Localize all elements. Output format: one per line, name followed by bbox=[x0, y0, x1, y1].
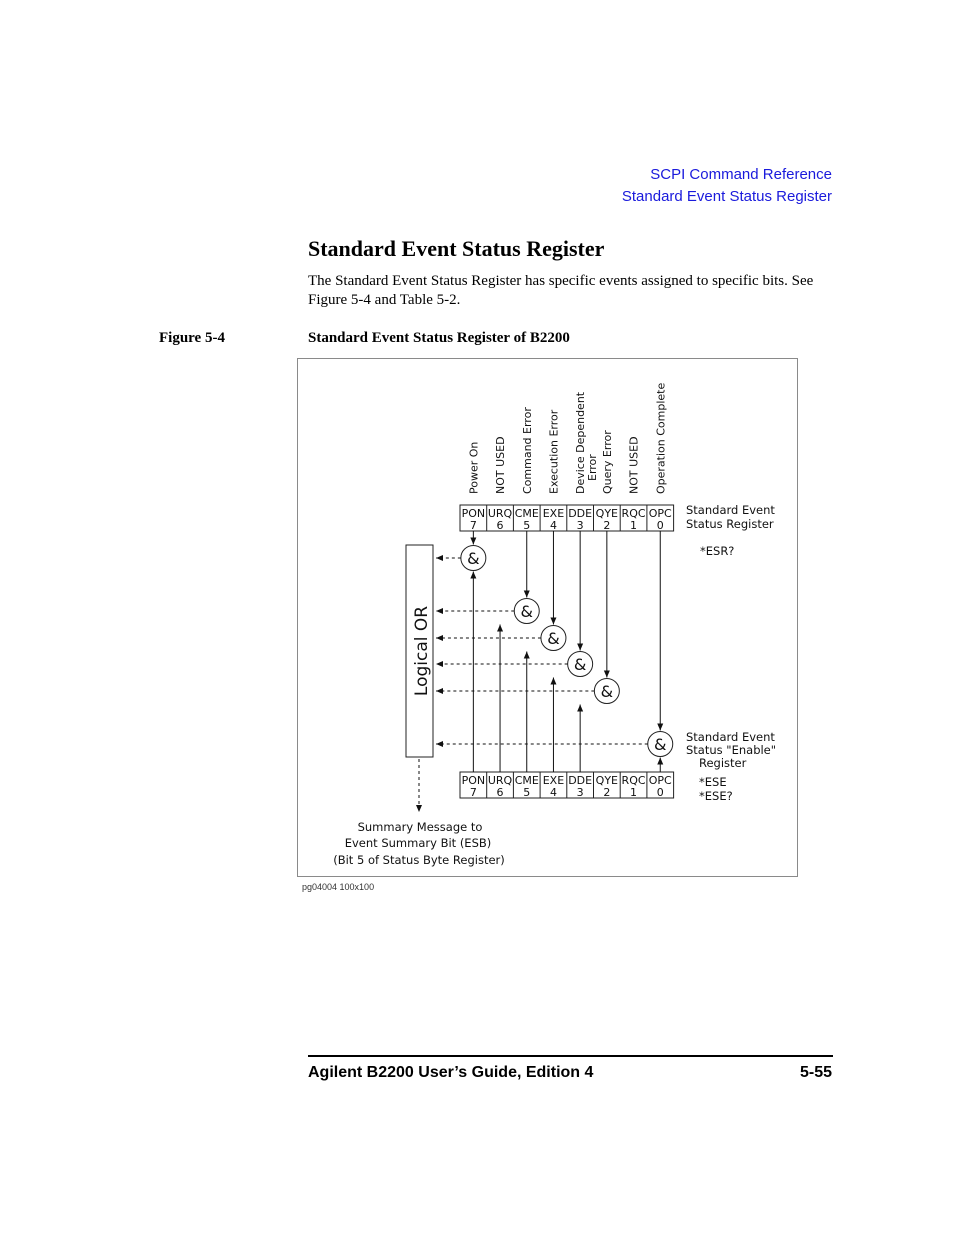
event-bit-number: 0 bbox=[656, 519, 664, 532]
enable-bit-name: EXE bbox=[542, 774, 565, 787]
enable-bit-number: 7 bbox=[469, 786, 477, 799]
enable-bit-name: RQC bbox=[621, 774, 646, 787]
enable-bit-name: OPC bbox=[648, 774, 672, 787]
enable-bit-number: 2 bbox=[603, 786, 611, 799]
event-bit-name: RQC bbox=[621, 507, 646, 520]
and-symbol: & bbox=[573, 655, 587, 674]
footer-guide-title: Agilent B2200 User’s Guide, Edition 4 bbox=[308, 1064, 594, 1081]
bit-description: Command Error bbox=[520, 407, 534, 494]
enable-register-label: Standard Event bbox=[686, 730, 775, 744]
event-bit-name: DDE bbox=[568, 507, 593, 520]
enable-bit-number: 3 bbox=[576, 786, 584, 799]
enable-command-label: *ESE bbox=[699, 775, 727, 789]
event-bit-name: CME bbox=[514, 507, 539, 520]
event-bit-name: URQ bbox=[487, 507, 513, 520]
enable-bit-name: CME bbox=[514, 774, 539, 787]
bit-description: Query Error bbox=[600, 430, 614, 494]
event-bit-number: 6 bbox=[496, 519, 504, 532]
bit-description: NOT USED bbox=[494, 436, 508, 494]
bit-description: Operation Complete bbox=[654, 382, 668, 494]
event-bit-number: 5 bbox=[523, 519, 531, 532]
and-symbol: & bbox=[520, 602, 533, 621]
logical-or-label: Logical OR bbox=[412, 605, 432, 697]
event-bit-name: EXE bbox=[542, 507, 565, 520]
event-bit-number: 1 bbox=[630, 519, 638, 532]
event-bit-number: 7 bbox=[469, 519, 477, 532]
event-bit-name: PON bbox=[461, 507, 486, 520]
figure-title: Standard Event Status Register of B2200 bbox=[308, 330, 570, 346]
enable-bit-number: 6 bbox=[496, 786, 504, 799]
figure-id-label: pg04004 100x100 bbox=[302, 882, 375, 892]
footer-rule bbox=[308, 1055, 833, 1057]
footer-page-number: 5-55 bbox=[799, 1064, 832, 1081]
event-register-label: Status Register bbox=[686, 517, 774, 531]
enable-bit-number: 1 bbox=[630, 786, 638, 799]
enable-register-label: Register bbox=[699, 756, 747, 770]
event-register-label: Standard Event bbox=[686, 503, 775, 517]
enable-bit-name: DDE bbox=[568, 774, 593, 787]
running-header-section: SCPI Command Reference bbox=[650, 166, 832, 183]
summary-message: (Bit 5 of Status Byte Register) bbox=[333, 853, 505, 867]
enable-register-label: Status "Enable" bbox=[686, 743, 777, 757]
event-query-label: *ESR? bbox=[700, 544, 735, 558]
event-bit-number: 2 bbox=[603, 519, 611, 532]
and-symbol: & bbox=[467, 549, 480, 568]
and-symbol: & bbox=[654, 735, 667, 754]
summary-message: Summary Message to bbox=[357, 820, 483, 834]
enable-command-label: *ESE? bbox=[699, 789, 733, 803]
page-title: Standard Event Status Register bbox=[308, 236, 605, 261]
bit-description: Power On bbox=[467, 441, 481, 494]
enable-bit-name: PON bbox=[461, 774, 486, 787]
enable-bit-number: 5 bbox=[523, 786, 531, 799]
bit-description: Execution Error bbox=[547, 409, 561, 494]
and-symbol: & bbox=[600, 682, 614, 701]
intro-paragraph: The Standard Event Status Register has specific events assigned to specific bits. See Figure 5-4 and Table 5-2. bbox=[308, 273, 814, 308]
event-bit-number: 4 bbox=[549, 519, 557, 532]
enable-bit-number: 0 bbox=[656, 786, 664, 799]
enable-bit-number: 4 bbox=[549, 786, 557, 799]
bit-description-line2: Error bbox=[586, 454, 600, 481]
bit-description: NOT USED bbox=[627, 436, 641, 494]
enable-bit-name: URQ bbox=[487, 774, 513, 787]
bit-description: Device Dependent bbox=[574, 391, 588, 494]
enable-bit-name: QYE bbox=[595, 774, 619, 787]
figure-number: Figure 5-4 bbox=[159, 330, 225, 346]
summary-message: Event Summary Bit (ESB) bbox=[344, 836, 492, 850]
running-header-subsection: Standard Event Status Register bbox=[621, 188, 832, 205]
event-bit-number: 3 bbox=[576, 519, 584, 532]
and-symbol: & bbox=[547, 629, 560, 648]
event-bit-name: OPC bbox=[648, 507, 672, 520]
event-bit-name: QYE bbox=[595, 507, 619, 520]
